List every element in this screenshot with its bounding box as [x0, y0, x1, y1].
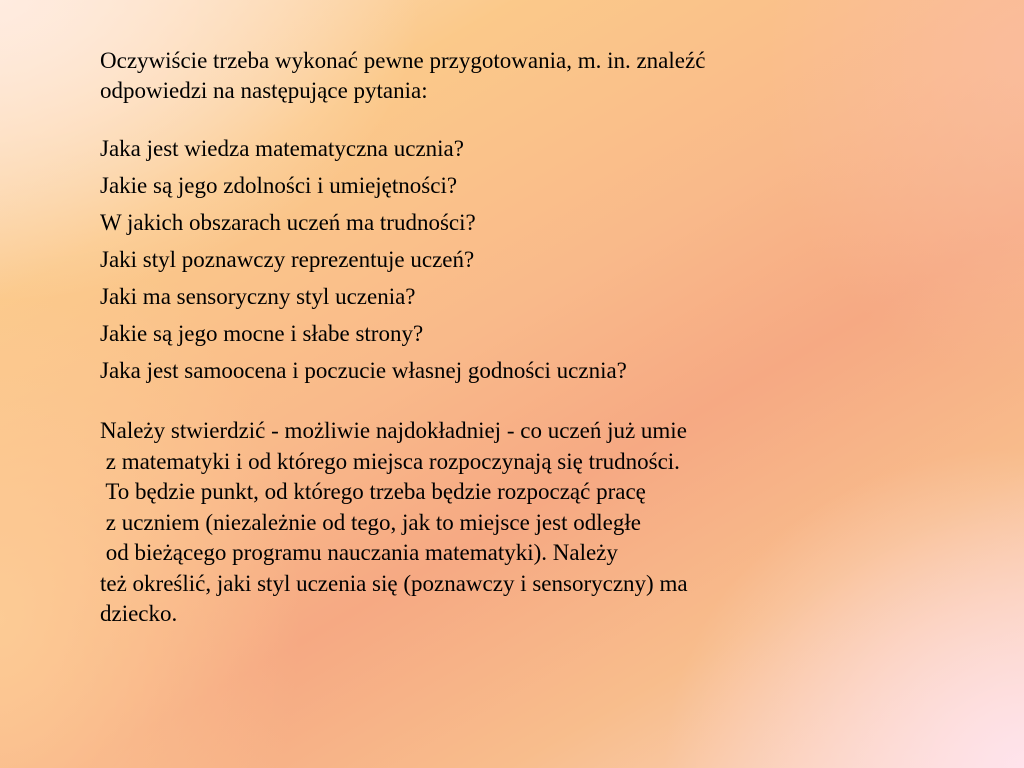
question-item: W jakich obszarach uczeń ma trudności?	[100, 210, 476, 235]
conclusion-line: Należy stwierdzić - możliwie najdokładniej - co uczeń już umie	[100, 418, 687, 443]
question-item: Jakie są jego mocne i słabe strony?	[100, 321, 424, 346]
intro-paragraph	[100, 46, 960, 106]
conclusion-line: dziecko.	[100, 601, 178, 626]
conclusion-line: od bieżącego programu nauczania matematyki). Należy	[100, 540, 618, 565]
conclusion-line: też określić, jaki styl uczenia się (poznawczy i sensoryczny) ma	[100, 570, 688, 596]
conclusion-line: z uczniem (niezależnie od tego, jak to miejsce jest odległe	[100, 509, 641, 535]
question-item: Jaki ma sensoryczny styl uczenia?	[100, 284, 416, 309]
question-item: Jaka jest wiedza matematyczna ucznia?	[100, 136, 464, 161]
question-list	[100, 134, 960, 386]
question-item: Jaka jest samoocena i poczucie własnej godności ucznia?	[100, 358, 627, 383]
question-item: Jakie są jego zdolności i umiejętności?	[100, 173, 458, 198]
conclusion-line: To będzie punkt, od którego trzeba będzie rozpocząć pracę	[100, 479, 646, 504]
conclusion-paragraph	[100, 416, 960, 630]
conclusion-line: z matematyki i od którego miejsca rozpoczynają się trudności.	[100, 448, 680, 474]
intro-line: odpowiedzi na następujące pytania:	[100, 78, 428, 103]
question-item: Jaki styl poznawczy reprezentuje uczeń?	[100, 247, 475, 272]
slide-content	[100, 46, 960, 630]
intro-line: Oczywiście trzeba wykonać pewne przygotowania, m. in. znaleźć	[100, 48, 706, 73]
